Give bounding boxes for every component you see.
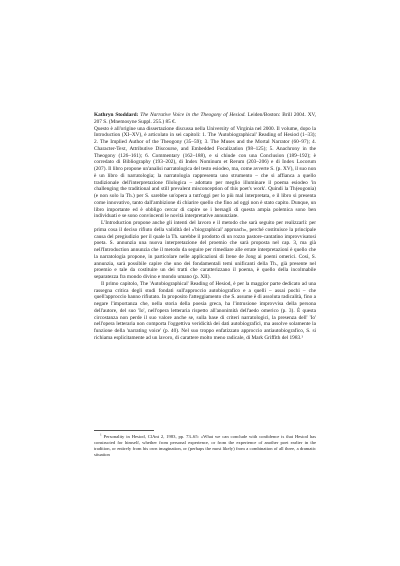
paragraph-2: L'Introduction propone anche gli intenti del lavoro e il metodo che sarà seguito per realizzarli: per prima cosa il deciso rifiuto della validità del «'biographical' approach», perché costituisce la principale causa del pregiudizio per il quale la Th. sarebbe il prodotto di un rozzo pastore-cantatino improvvisatosi poeta. S. annunzia una nuova interpretazione del proemio che sarà proposta nel cap. 3, ma già nell'Introduction annunzia che il metodo da seguire per rimediare alle errate interpretazioni è quello che la narratologia propone, in particolare nelle applicazioni di Irene de Jong ai poemi omerici. Così, S. annunzia, sarà possibile capire che uno dei fondamentali temi unificanti della Th., già presente nel proemio e tale da costituire un dei tratti che caratterizzano il poema, è quello della incolmabile separatezza fra mondo divino e mondo umano (p. XII). [94, 220, 316, 280]
review-author: Kathryn Stoddard: [94, 112, 139, 118]
paragraph-3: Il primo capitolo, The 'Autobiographical' Reading of Hesiod, è per la maggior parte dedicato ad una rassegna critica degli studi fondati sull'approccio autobiografico e a quelli – assai pochi – che quell'approccio hanno rifiutato. In proposito l'atteggiamento che S. assume è di assoluta radicalità, fino a negare l'importanza che, nella storia della poesia greca, ha l'intrusione improvvisa della persona dell'autore, del suo 'Io', nell'opera letteraria rispetto all'anonimità dell'aedo omerico (p. 3). È questa circostanza non perde il suo valore anche se, sulla base di criteri narratologici, la presenza dell' 'Io' nell'opera letteraria non comporta l'oggettiva veridicità dei dati autobiografici, ma assolve solamente la funzione della 'narrating voice' (p. 40). Nel suo troppo enfatizzato approccio antiautobiografico, S. si richiama esplicitamente ad un lavoro, di carattere molto meno radicale, di Mark Griffith del 1983.¹ [94, 280, 316, 341]
footnote-text [94, 434, 316, 457]
footnote-rule [94, 430, 154, 431]
paragraph-1: Questo è all'origine una dissertazione discussa nella University of Virginia nel 2000. Il volume, dopo la Introduction (XI–XV), è articolato in sei capitoli: 1. The 'Autobiographical' Reading of Hesiod (1–33); 2. The Implied Author of the Theogony (35–59); 3. The Muses and the Mortal Narrator (60–97); 4. Character-Text, Attributive Discourse, and Embedded Focalization (98–125); 5. Anachrony in the Theogony (126–161); 6. Commentary (162–188), e si chiude con una Conclusion (189–192); è corredato di Bibliography (193–202), di Index Nominum et Rerum (203–206) e di Index Locorum (207). Il libro propone un'analisi narratologica del testo esiodeo, ma, come avverte S. (p. XV), il suo non è un libro di narratologia; la narratologia rappresenta uno strumento – che si affianca a quello tradizionale dell'interpretazione filologica – adottato per meglio illuminare il poema esiodeo 'in challenging the traditional and still prevalent misconception of this poet's work'. Quindi la Th(eogonia) (e non solo la Th.) per S. sarebbe un'opera a tutt'oggi per lo più mal interpretata, e il libro si presenta come innovativo, tanto dall'ambizione di chiarire quello che fino ad oggi non è stato capito. Dunque, un libro importante ed è obbligo cercar di capire se i bersagli di questa ampia polemica sono ben individuati e se sono convincenti le novità interpretative annunziate. [94, 125, 316, 220]
review-heading [94, 112, 316, 126]
footnote-number: 1 [100, 432, 102, 437]
review-book-title: The Narrative Voice in the Theogony of Hesiod. [140, 112, 246, 118]
footnote-body: Personality in Hesiod, ClAnt 2, 1983, pp. 73–65: «What we can conclude with confidence is that Hesiod has constructed for himself, whether from personal experience, or from the experience of another poet earlier in the tradition, or entirely from his own imagination, or (perhaps the most likely) from a combination of all three, a dramatic situation [94, 434, 316, 457]
review-citation: Leiden/Boston: Brill 2004. XV, 207 S. (Mnemosyne Suppl. 255.) 85 €. [94, 112, 317, 125]
footnote [94, 430, 316, 457]
review-body [94, 112, 316, 342]
